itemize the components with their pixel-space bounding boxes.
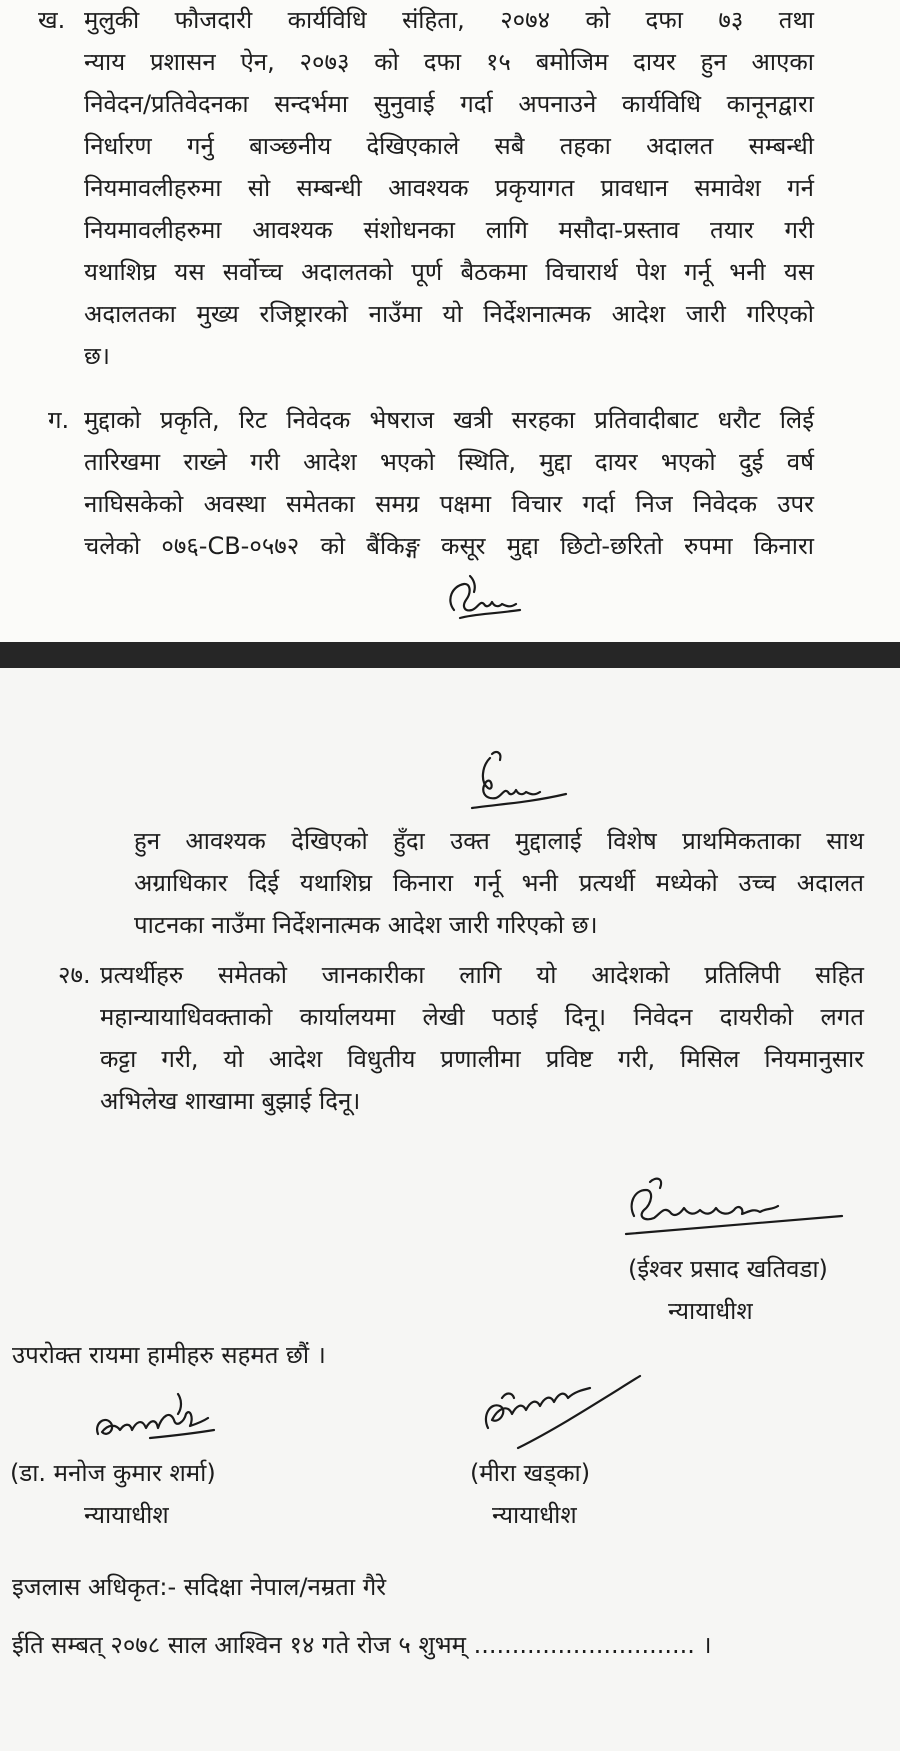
clause-kha-line-9: छ। xyxy=(84,342,110,370)
clause-27-line-4: अभिलेख शाखामा बुझाई दिनू। xyxy=(100,1087,361,1115)
clause-marker-ga: ग. xyxy=(48,406,70,434)
clause-ga-line-4: चलेको ०७६-CB-०५७२ को बैंकिङ्ग कसूर मुद्दा छिटो-छरितो रुपमा किनारा xyxy=(84,532,814,560)
initials-signature-top xyxy=(440,570,530,632)
continuation-line-3: पाटनका नाउँमा निर्देशनात्मक आदेश जारी गरिएको छ। xyxy=(134,911,598,939)
clause-ga-line-2: तारिखमा राख्ने गरी आदेश भएको स्थिति, मुद्दा दायर भएको दुई वर्ष xyxy=(84,448,814,476)
judge-left-name: (डा. मनोज कुमार शर्मा) xyxy=(10,1459,216,1487)
bench-officer: इजलास अधिकृत:- सदिक्षा नेपाल/नम्रता गैरे xyxy=(12,1573,387,1601)
clause-marker-kha: ख. xyxy=(38,6,66,34)
document-page-bottom xyxy=(0,668,900,1751)
clause-kha-line-7: यथाशिघ्र यस सर्वोच्च अदालतको पूर्ण बैठकमा विचारार्थ पेश गर्नू भनी यस xyxy=(84,258,814,286)
judge-left-title: न्यायाधीश xyxy=(84,1501,169,1529)
continuation-line-2: अग्राधिकार दिई यथाशिघ्र किनारा गर्नू भनी प्रत्यर्थी मध्येको उच्च अदालत xyxy=(134,869,864,897)
clause-kha-line-1: मुलुकी फौजदारी कार्यविधि संहिता, २०७४ को दफा ७३ तथा xyxy=(84,6,814,34)
page-separator xyxy=(0,642,900,668)
judge-main-title: न्यायाधीश xyxy=(668,1297,753,1325)
judge-main-name: (ईश्वर प्रसाद खतिवडा) xyxy=(628,1255,828,1283)
clause-ga-line-1: मुद्दाको प्रकृति, रिट निवेदक भेषराज खत्री सरहका प्रतिवादीबाट धरौट लिई xyxy=(84,406,814,434)
continuation-line-1: हुन आवश्यक देखिएको हुँदा उक्त मुद्दालाई विशेष प्राथमिकताका साथ xyxy=(134,827,864,855)
clause-kha-line-5: नियमावलीहरुमा सो सम्बन्धी आवश्यक प्रकृयागत प्रावधान समावेश गर्न xyxy=(84,174,814,202)
judge-right-title: न्यायाधीश xyxy=(492,1501,577,1529)
clause-kha-line-2: न्याय प्रशासन ऐन, २०७३ को दफा १५ बमोजिम दायर हुन आएका xyxy=(84,48,814,76)
judge-right-signature xyxy=(478,1358,654,1454)
clause-kha-line-8: अदालतका मुख्य रजिष्ट्रारको नाउँमा यो निर्देशनात्मक आदेश जारी गरिएको xyxy=(84,300,814,328)
clause-marker-27: २७. xyxy=(58,961,91,989)
clause-27-line-3: कट्टा गरी, यो आदेश विधुतीय प्रणालीमा प्रविष्ट गरी, मिसिल नियमानुसार xyxy=(100,1045,864,1073)
clause-27-line-2: महान्यायाधिवक्ताको कार्यालयमा लेखी पठाई दिनू। निवेदन दायरीको लगत xyxy=(100,1003,864,1031)
clause-ga-line-3: नाघिसकेको अवस्था समेतका समग्र पक्षमा विचार गर्दा निज निवेदक उपर xyxy=(84,490,814,518)
clause-kha-line-4: निर्धारण गर्नु बाञ्छनीय देखिएकाले सबै तहका अदालत सम्बन्धी xyxy=(84,132,814,160)
clause-kha-line-3: निवेदन/प्रतिवेदनका सन्दर्भमा सुनुवाई गर्दा अपनाउने कार्यविधि कानूनद्वारा xyxy=(84,90,814,118)
closing-date-line: ईति सम्बत् २०७८ साल आश्विन १४ गते रोज ५ शुभम् ............................. । xyxy=(12,1631,712,1659)
clause-27-line-1: प्रत्यर्थीहरु समेतको जानकारीका लागि यो आदेशको प्रतिलिपी सहित xyxy=(100,961,864,989)
concurrence-statement: उपरोक्त रायमा हामीहरु सहमत छौं । xyxy=(12,1341,326,1369)
document-page-top xyxy=(0,0,900,642)
judge-right-name: (मीरा खड्का) xyxy=(470,1459,591,1487)
clause-kha-line-6: नियमावलीहरुमा आवश्यक संशोधनका लागि मसौदा-प्रस्ताव तयार गरी xyxy=(84,216,814,244)
judge-left-signature xyxy=(90,1388,220,1454)
judge-main-signature xyxy=(620,1168,850,1248)
initials-signature-page-two xyxy=(462,748,572,824)
